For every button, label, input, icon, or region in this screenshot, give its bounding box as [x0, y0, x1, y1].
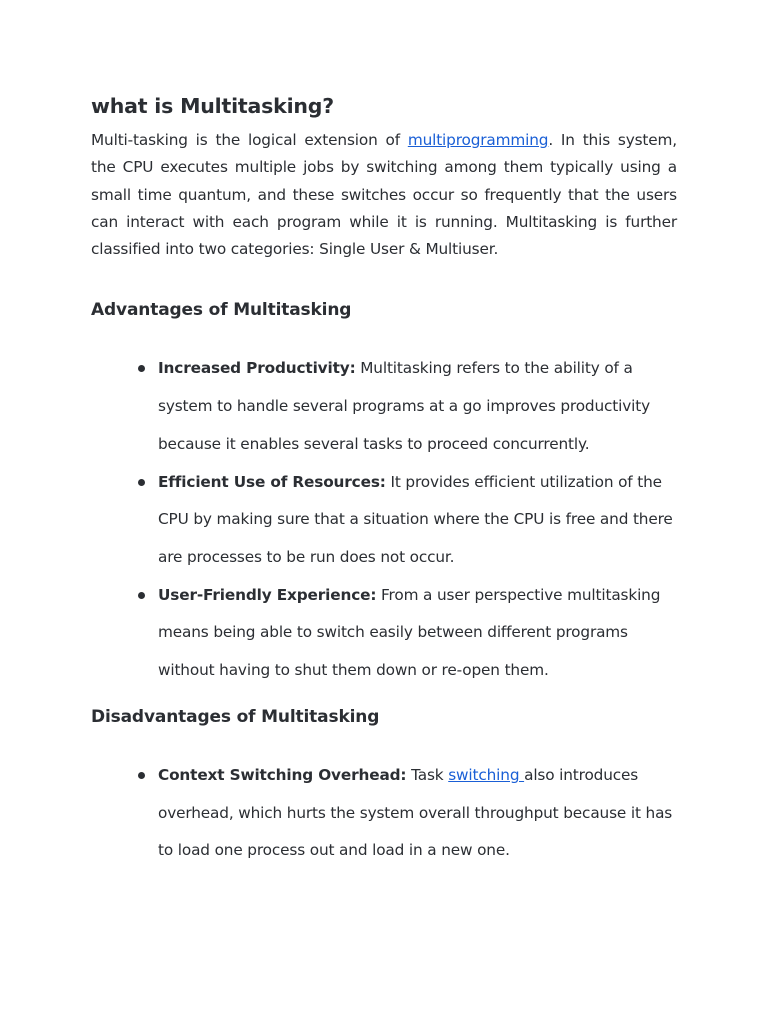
item-text: It provides efficient utilization of the CPU by making sure that a situation where the CPU is free and there are processes to be run does not occur.	[158, 472, 673, 566]
item-text: Multitasking refers to the ability of a system to handle several programs at a go improves productivity because it enables several tasks to proceed concurrently.	[158, 359, 650, 453]
item-text-start: Task	[406, 766, 449, 784]
disadvantages-heading: Disadvantages of Multitasking	[91, 707, 380, 727]
article	[91, 90, 678, 860]
advantages-heading: Advantages of Multitasking	[91, 300, 352, 321]
list-item	[91, 757, 677, 870]
item-term: Efficient Use of Resources:	[158, 472, 386, 491]
list-item	[91, 577, 677, 690]
bullet-icon	[138, 479, 145, 486]
item-text: From a user perspective multitasking means being able to switch easily between different programs without having to shut them down or re-open them.	[158, 585, 661, 680]
intro-text-start: Multi-tasking is the logical extension of	[91, 131, 408, 149]
advantages-list	[91, 350, 677, 689]
item-term: Context Switching Overhead:	[158, 766, 407, 784]
item-term: Increased Productivity:	[158, 359, 356, 378]
list-item	[91, 350, 677, 463]
page-title: what is Multitasking?	[91, 94, 334, 118]
list-item	[91, 464, 677, 577]
bullet-icon	[138, 772, 145, 779]
bullet-icon	[138, 365, 145, 372]
multiprogramming-link[interactable]: multiprogramming	[407, 131, 549, 149]
item-text-end: also introduces overhead, which hurts the system overall throughput because it has to load one process out and load in a new one.	[158, 766, 673, 860]
disadvantages-list	[91, 757, 677, 870]
switching-link[interactable]: switching	[448, 766, 525, 784]
bullet-icon	[138, 592, 145, 599]
intro-text-end: . In this system, the CPU executes multiple jobs by switching among them typically using a small time quantum, and these switches occur so frequently that the users can interact with each program while it is running. Multitasking is further classified into two categories: Single User & Multiuser.	[91, 131, 678, 259]
item-term: User-Friendly Experience:	[158, 585, 377, 604]
intro-paragraph	[91, 127, 677, 263]
